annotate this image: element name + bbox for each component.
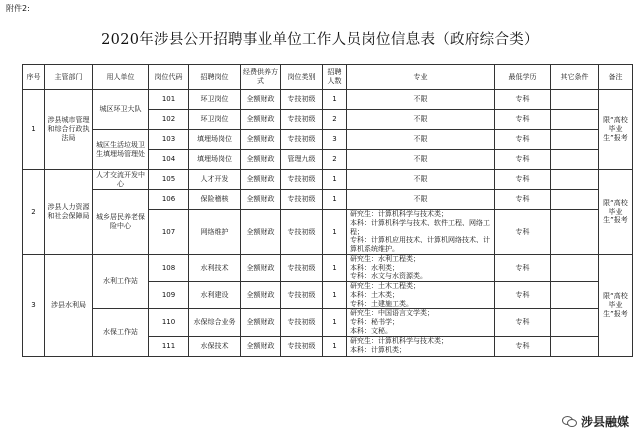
positions-table: [22, 64, 633, 357]
education-cell: 专科: [495, 150, 551, 170]
fund-cell: 全额财政: [241, 254, 281, 281]
category-cell: 专技初级: [281, 170, 323, 190]
watermark-text: 涉县融媒: [580, 415, 629, 429]
unit-cell: 人才交流开发中心: [93, 170, 149, 190]
post-cell: 人才开发: [189, 170, 241, 190]
other-cell: [551, 150, 599, 170]
unit-cell: 城区生活垃圾卫生填埋场管理处: [93, 130, 149, 170]
fund-cell: 全额财政: [241, 309, 281, 336]
other-cell: [551, 170, 599, 190]
major-cell: 不限: [347, 170, 495, 190]
code-cell: 109: [149, 282, 189, 309]
major-line: 研究生：土木工程类；: [350, 282, 420, 290]
education-cell: 专科: [495, 130, 551, 150]
major-line: 本科：土木类；: [350, 290, 399, 299]
category-cell: 专技初级: [281, 336, 323, 356]
category-cell: 专技初级: [281, 190, 323, 210]
major-line: 研究生：计算机科学与技术类；: [350, 210, 448, 218]
major-cell: 不限: [347, 90, 495, 110]
major-line: 专科：土建施工类。: [350, 299, 413, 308]
fund-cell: 全额财政: [241, 130, 281, 150]
header-education: 最低学历: [495, 65, 551, 90]
count-cell: 1: [323, 90, 347, 110]
fund-cell: 全额财政: [241, 90, 281, 110]
count-cell: 1: [323, 254, 347, 281]
post-cell: 环卫岗位: [189, 110, 241, 130]
major-cell: [347, 254, 495, 281]
count-cell: 2: [323, 110, 347, 130]
other-cell: [551, 210, 599, 255]
category-cell: 专技初级: [281, 210, 323, 255]
code-cell: 107: [149, 210, 189, 255]
remark-cell: 限“高校毕业生”报考: [599, 90, 633, 170]
major-line: 本科：水利类；: [350, 263, 399, 272]
code-cell: 111: [149, 336, 189, 356]
fund-cell: 全额财政: [241, 336, 281, 356]
major-cell: [347, 309, 495, 336]
category-cell: 管理九级: [281, 150, 323, 170]
table-header-row: [23, 65, 633, 90]
header-dept: 主管部门: [45, 65, 93, 90]
code-cell: 105: [149, 170, 189, 190]
education-cell: 专科: [495, 190, 551, 210]
other-cell: [551, 190, 599, 210]
dept-cell: 涉县水利局: [45, 254, 93, 356]
education-cell: 专科: [495, 110, 551, 130]
remark-cell: 限“高校毕业生”报考: [599, 254, 633, 356]
header-count: 招聘人数: [323, 65, 347, 90]
category-cell: 专技初级: [281, 254, 323, 281]
education-cell: 专科: [495, 90, 551, 110]
attachment-label: 附件2:: [6, 4, 30, 13]
header-unit: 用人单位: [93, 65, 149, 90]
category-cell: 专技初级: [281, 282, 323, 309]
count-cell: 1: [323, 210, 347, 255]
education-cell: 专科: [495, 336, 551, 356]
unit-cell: 水保工作站: [93, 309, 149, 356]
dept-cell: 涉县城市管理和综合行政执法局: [45, 90, 93, 170]
watermark: [559, 412, 632, 431]
post-cell: 网络维护: [189, 210, 241, 255]
header-post: 招聘岗位: [189, 65, 241, 90]
table-row: [23, 309, 633, 336]
major-cell: 不限: [347, 110, 495, 130]
header-other: 其它条件: [551, 65, 599, 90]
wechat-icon: [562, 416, 577, 427]
row-index: 3: [23, 254, 45, 356]
header-index: 序号: [23, 65, 45, 90]
other-cell: [551, 110, 599, 130]
code-cell: 101: [149, 90, 189, 110]
education-cell: 专科: [495, 282, 551, 309]
category-cell: 专技初级: [281, 110, 323, 130]
major-line: 本科：计算机类；: [350, 346, 406, 354]
header-category: 岗位类别: [281, 65, 323, 90]
code-cell: 102: [149, 110, 189, 130]
row-index: 1: [23, 90, 45, 170]
unit-cell: 水利工作站: [93, 254, 149, 309]
major-cell: [347, 210, 495, 255]
post-cell: 填埋场岗位: [189, 150, 241, 170]
other-cell: [551, 309, 599, 336]
table-row: [23, 130, 633, 150]
document-title: 2020年涉县公开招聘事业单位工作人员岗位信息表（政府综合类）: [101, 32, 539, 48]
row-index: 2: [23, 170, 45, 255]
post-cell: 环卫岗位: [189, 90, 241, 110]
category-cell: 专技初级: [281, 130, 323, 150]
code-cell: 104: [149, 150, 189, 170]
table-row: [23, 90, 633, 110]
header-code: 岗位代码: [149, 65, 189, 90]
education-cell: 专科: [495, 170, 551, 190]
count-cell: 1: [323, 336, 347, 356]
major-cell: 不限: [347, 190, 495, 210]
major-line: 专科：水文与水资源类。: [350, 272, 427, 281]
code-cell: 110: [149, 309, 189, 336]
table-row: [23, 170, 633, 190]
post-cell: 填埋场岗位: [189, 130, 241, 150]
post-cell: 水保综合业务: [189, 309, 241, 336]
unit-cell: 城乡居民养老保险中心: [93, 190, 149, 255]
dept-cell: 涉县人力资源和社会保障局: [45, 170, 93, 255]
fund-cell: 全额财政: [241, 190, 281, 210]
post-cell: 保险稽核: [189, 190, 241, 210]
major-cell: [347, 336, 495, 356]
count-cell: 1: [323, 309, 347, 336]
other-cell: [551, 282, 599, 309]
unit-cell: 城区环卫大队: [93, 90, 149, 130]
category-cell: 专技初级: [281, 309, 323, 336]
code-cell: 108: [149, 254, 189, 281]
post-cell: 水保技术: [189, 336, 241, 356]
other-cell: [551, 254, 599, 281]
major-cell: 不限: [347, 150, 495, 170]
count-cell: 3: [323, 130, 347, 150]
education-cell: 专科: [495, 254, 551, 281]
major-line: 研究生：中国语言文学类；: [350, 309, 434, 318]
other-cell: [551, 130, 599, 150]
code-cell: 106: [149, 190, 189, 210]
other-cell: [551, 90, 599, 110]
major-line: 本科：文秘。: [350, 326, 392, 335]
fund-cell: 全额财政: [241, 210, 281, 255]
remark-cell: 限“高校毕业生”报考: [599, 170, 633, 255]
header-remark: 备注: [599, 65, 633, 90]
major-line: 研究生：计算机科学与技术类；: [350, 337, 448, 346]
major-line: 研究生：水利工程类；: [350, 254, 420, 263]
major-cell: 不限: [347, 130, 495, 150]
fund-cell: 全额财政: [241, 110, 281, 130]
code-cell: 103: [149, 130, 189, 150]
education-cell: 专科: [495, 309, 551, 336]
count-cell: 1: [323, 170, 347, 190]
count-cell: 1: [323, 282, 347, 309]
major-line: 专科：计算机应用技术、计算机网络技术、计算机系统维护。: [350, 236, 490, 253]
post-cell: 水利技术: [189, 254, 241, 281]
header-major: 专业: [347, 65, 495, 90]
table-row: [23, 190, 633, 210]
category-cell: 专技初级: [281, 90, 323, 110]
major-cell: [347, 282, 495, 309]
count-cell: 2: [323, 150, 347, 170]
education-cell: 专科: [495, 210, 551, 255]
fund-cell: 全额财政: [241, 150, 281, 170]
header-fund: 经费供养方式: [241, 65, 281, 90]
major-line: 专科：秘书学；: [350, 318, 399, 326]
post-cell: 水利建设: [189, 282, 241, 309]
fund-cell: 全额财政: [241, 170, 281, 190]
table-body: [23, 90, 633, 357]
count-cell: 1: [323, 190, 347, 210]
fund-cell: 全额财政: [241, 282, 281, 309]
table-row: [23, 254, 633, 281]
other-cell: [551, 336, 599, 356]
major-line: 本科：计算机科学与技术、软件工程、网络工程；: [350, 218, 490, 236]
